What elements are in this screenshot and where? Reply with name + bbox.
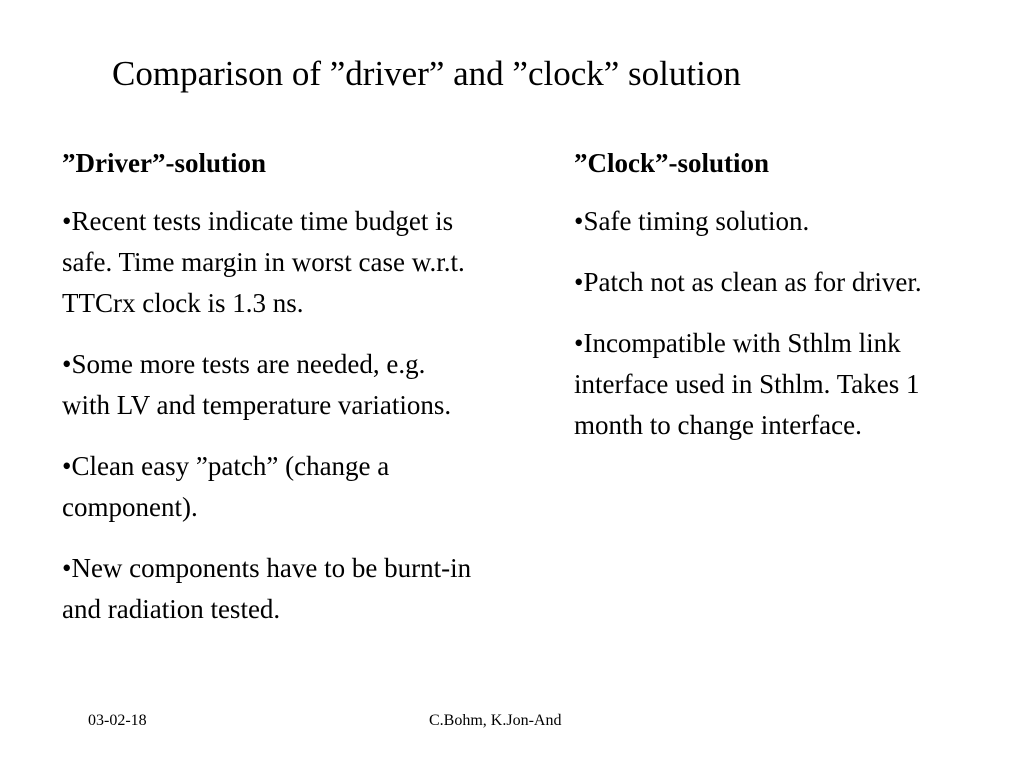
slide-title: Comparison of ”driver” and ”clock” solution (112, 54, 741, 93)
driver-solution-heading: ”Driver”-solution (62, 148, 266, 178)
clock-solution-bullets (574, 201, 969, 446)
clock-solution-column (574, 145, 969, 466)
driver-bullet-time-budget: • Recent tests indicate time budget is safe. Time margin in worst case w.r.t. TTCrx clock is 1.3 ns. (62, 201, 472, 324)
driver-bullet-new-components: • New components have to be burnt-in and radiation tested. (62, 548, 472, 630)
clock-bullet-safe-timing: • Safe timing solution. (574, 201, 969, 242)
footer-date: 03-02-18 (88, 712, 147, 729)
driver-solution-column (62, 145, 472, 650)
footer-authors: C.Bohm, K.Jon-And (429, 712, 562, 729)
driver-bullet-more-tests: • Some more tests are needed, e.g. with LV and temperature variations. (62, 344, 472, 426)
clock-bullet-patch: • Patch not as clean as for driver. (574, 262, 969, 303)
driver-bullet-clean-patch: • Clean easy ”patch” (change a component). (62, 446, 472, 528)
clock-solution-heading: ”Clock”-solution (574, 148, 770, 178)
driver-solution-bullets (62, 201, 472, 630)
clock-bullet-incompatible: • Incompatible with Sthlm link interface used in Sthlm. Takes 1 month to change interface. (574, 323, 969, 446)
